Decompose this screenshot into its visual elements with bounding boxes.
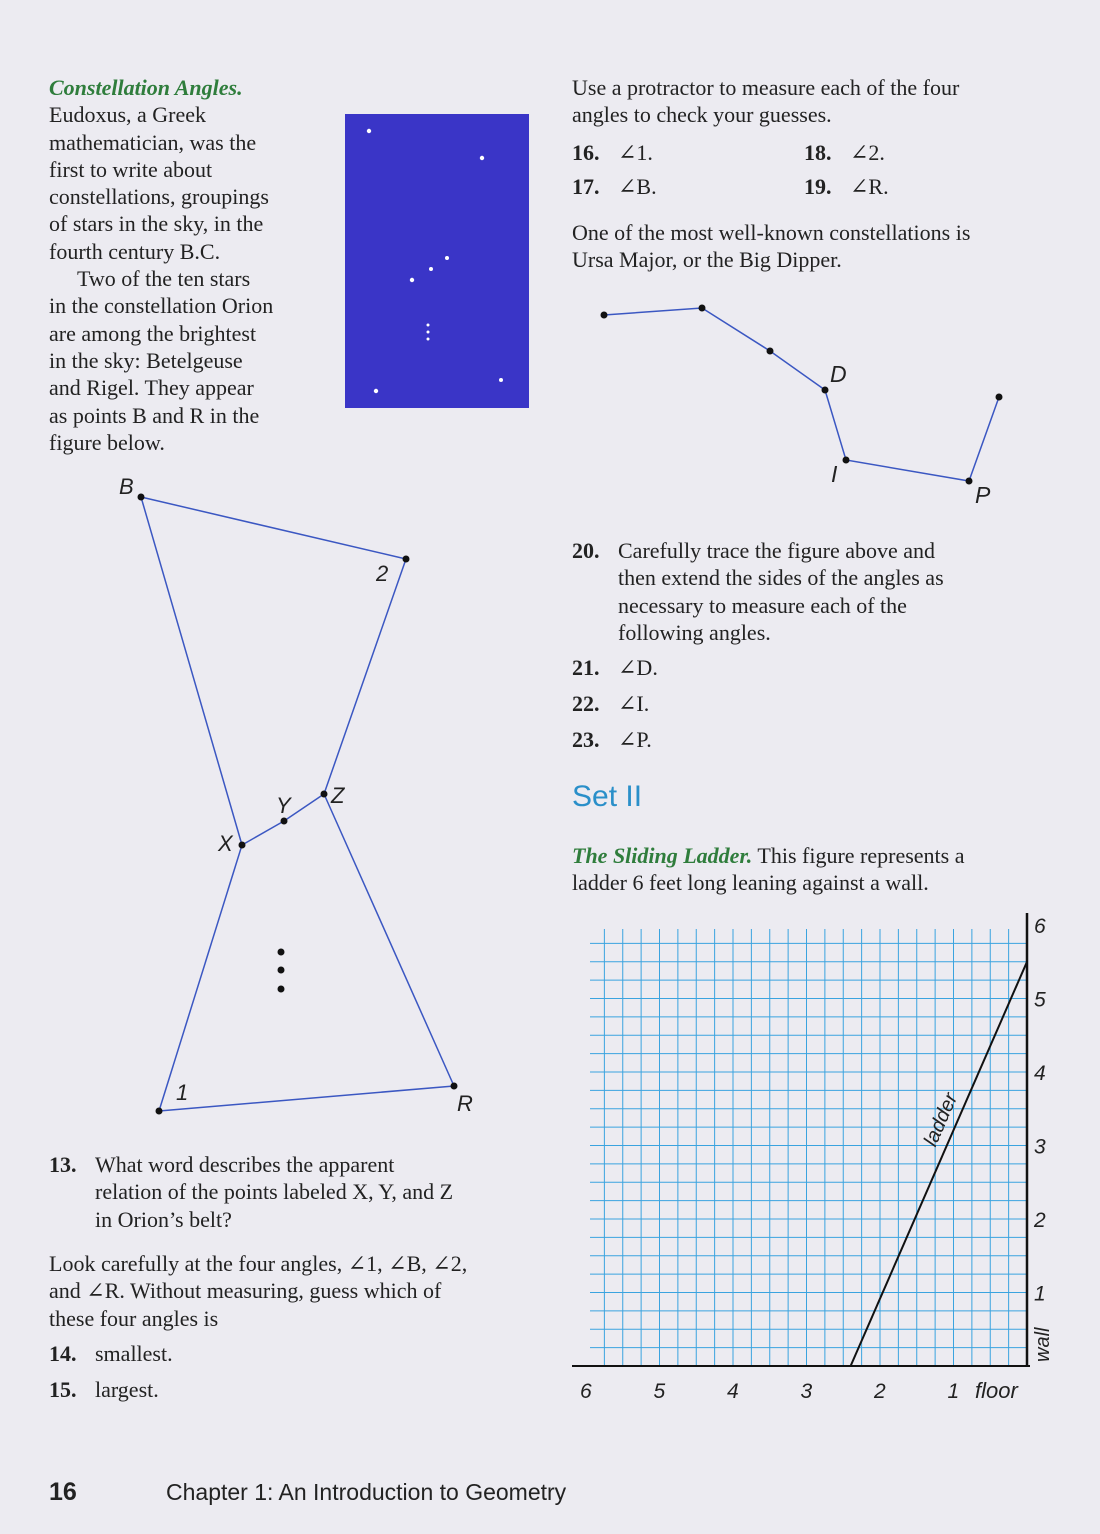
question-number: 17.	[572, 174, 600, 199]
question-18	[804, 139, 885, 166]
y-tick-label: 4	[1034, 1062, 1046, 1085]
question-21	[572, 654, 658, 681]
question-text: ∠2.	[850, 140, 885, 165]
ladder-grid-chart	[560, 905, 1080, 1405]
protractor-instructions	[572, 74, 1062, 129]
x-tick-label: 1	[947, 1380, 960, 1403]
grid	[590, 929, 1027, 1366]
ursa-paragraph	[572, 219, 1062, 274]
question-text: necessary to measure each of the	[618, 592, 907, 618]
question-text: Carefully trace the figure above and	[618, 538, 936, 563]
paragraph-line: angles to check your guesses.	[572, 102, 832, 128]
question-number: 14.	[49, 1341, 77, 1366]
question-text: largest.	[95, 1377, 159, 1402]
x-tick-label: 5	[653, 1380, 666, 1403]
question-text: ∠1.	[618, 140, 653, 165]
y-tick-label: 3	[1034, 1135, 1046, 1159]
question-text: What word describes the apparent	[95, 1152, 395, 1177]
intro-line: and Rigel. They appear	[49, 375, 254, 401]
intro-line: Two of the ten stars	[77, 266, 251, 292]
y-tick-label: 6	[1034, 915, 1046, 938]
question-text: ∠R.	[850, 174, 889, 199]
intro-line: in the constellation Orion	[49, 293, 274, 319]
intro-text	[49, 74, 329, 456]
ladder-intro	[572, 842, 1072, 897]
paragraph-line: and ∠R. Without measuring, guess which of	[49, 1278, 442, 1304]
label-y: Y	[276, 793, 291, 818]
ladder-label: ladder	[919, 1089, 963, 1150]
intro-line: are among the brightest	[49, 320, 257, 346]
question-17	[572, 173, 657, 200]
question-text: following angles.	[618, 619, 771, 645]
question-23	[572, 726, 652, 753]
floor-axis-label: floor	[975, 1378, 1018, 1403]
question-number: 19.	[804, 174, 832, 199]
question-13	[49, 1151, 539, 1233]
question-number: 20.	[572, 538, 600, 563]
look-paragraph	[49, 1250, 539, 1332]
section-title: Constellation Angles.	[49, 75, 243, 100]
paragraph-line: One of the most well-known constellations is	[572, 220, 971, 245]
question-text: in Orion’s belt?	[95, 1206, 232, 1232]
intro-line: first to write about	[49, 156, 213, 182]
intro-line: constellations, groupings	[49, 184, 269, 210]
label-i: I	[831, 461, 838, 487]
intro-line: fourth century B.C.	[49, 238, 221, 264]
intro-line: mathematician, was the	[49, 129, 257, 155]
paragraph-line: Use a protractor to measure each of the four	[572, 75, 960, 100]
question-16	[572, 139, 653, 166]
paragraph-line: Ursa Major, or the Big Dipper.	[572, 247, 842, 273]
intro-line: in the sky: Betelgeuse	[49, 347, 243, 373]
question-number: 15.	[49, 1377, 77, 1402]
question-text: smallest.	[95, 1341, 173, 1366]
question-number: 13.	[49, 1152, 77, 1177]
big-dipper-figure	[590, 295, 1020, 515]
intro-line: of stars in the sky, in the	[49, 211, 264, 237]
question-22	[572, 690, 649, 717]
label-x: X	[218, 831, 233, 856]
x-tick-label: 6	[580, 1380, 592, 1403]
x-tick-label: 2	[874, 1380, 886, 1403]
label-1: 1	[176, 1080, 189, 1105]
question-text: ∠B.	[618, 174, 657, 199]
question-15	[49, 1376, 159, 1403]
question-text: then extend the sides of the angles as	[618, 565, 944, 591]
ladder-title: The Sliding Ladder.	[572, 843, 753, 868]
question-19	[804, 173, 889, 200]
question-text: relation of the points labeled X, Y, and Z	[95, 1179, 454, 1205]
chapter-title: Chapter 1: An Introduction to Geometry	[166, 1479, 567, 1505]
label-z: Z	[331, 783, 345, 808]
intro-line: as points B and R in the	[49, 402, 260, 428]
label-2: 2	[376, 561, 389, 586]
question-text: ∠D.	[618, 655, 658, 680]
question-text: ∠P.	[618, 727, 652, 752]
question-14	[49, 1340, 173, 1367]
intro-line: Eudoxus, a Greek	[49, 102, 207, 128]
page-number: 16	[49, 1478, 77, 1506]
label-p: P	[975, 482, 991, 508]
y-tick-label: 2	[1034, 1209, 1046, 1232]
label-d: D	[830, 361, 847, 387]
set-heading: Set II	[572, 780, 643, 813]
x-tick-label: 4	[727, 1380, 739, 1403]
y-tick-label: 5	[1034, 988, 1046, 1012]
question-text: ∠I.	[618, 691, 650, 716]
label-b: B	[119, 474, 134, 499]
ladder-intro-text: This figure represents a	[757, 843, 965, 868]
x-tick-label: 3	[800, 1380, 813, 1403]
orion-figure	[100, 470, 520, 1130]
paragraph-line: these four angles is	[49, 1305, 219, 1331]
label-r: R	[457, 1091, 473, 1116]
paragraph-line: Look carefully at the four angles, ∠1, ∠B, ∠2,	[49, 1251, 468, 1276]
question-20	[572, 537, 1062, 646]
question-number: 22.	[572, 691, 600, 716]
question-number: 18.	[804, 140, 832, 165]
y-tick-label: 1	[1034, 1282, 1046, 1306]
intro-line: figure below.	[49, 429, 165, 455]
wall-axis-label: wall	[1032, 1327, 1054, 1362]
question-number: 21.	[572, 655, 600, 680]
orion-star-photo	[345, 114, 529, 408]
question-number: 16.	[572, 140, 600, 165]
ladder-intro-text: ladder 6 feet long leaning against a wall.	[572, 870, 929, 896]
question-number: 23.	[572, 727, 600, 752]
